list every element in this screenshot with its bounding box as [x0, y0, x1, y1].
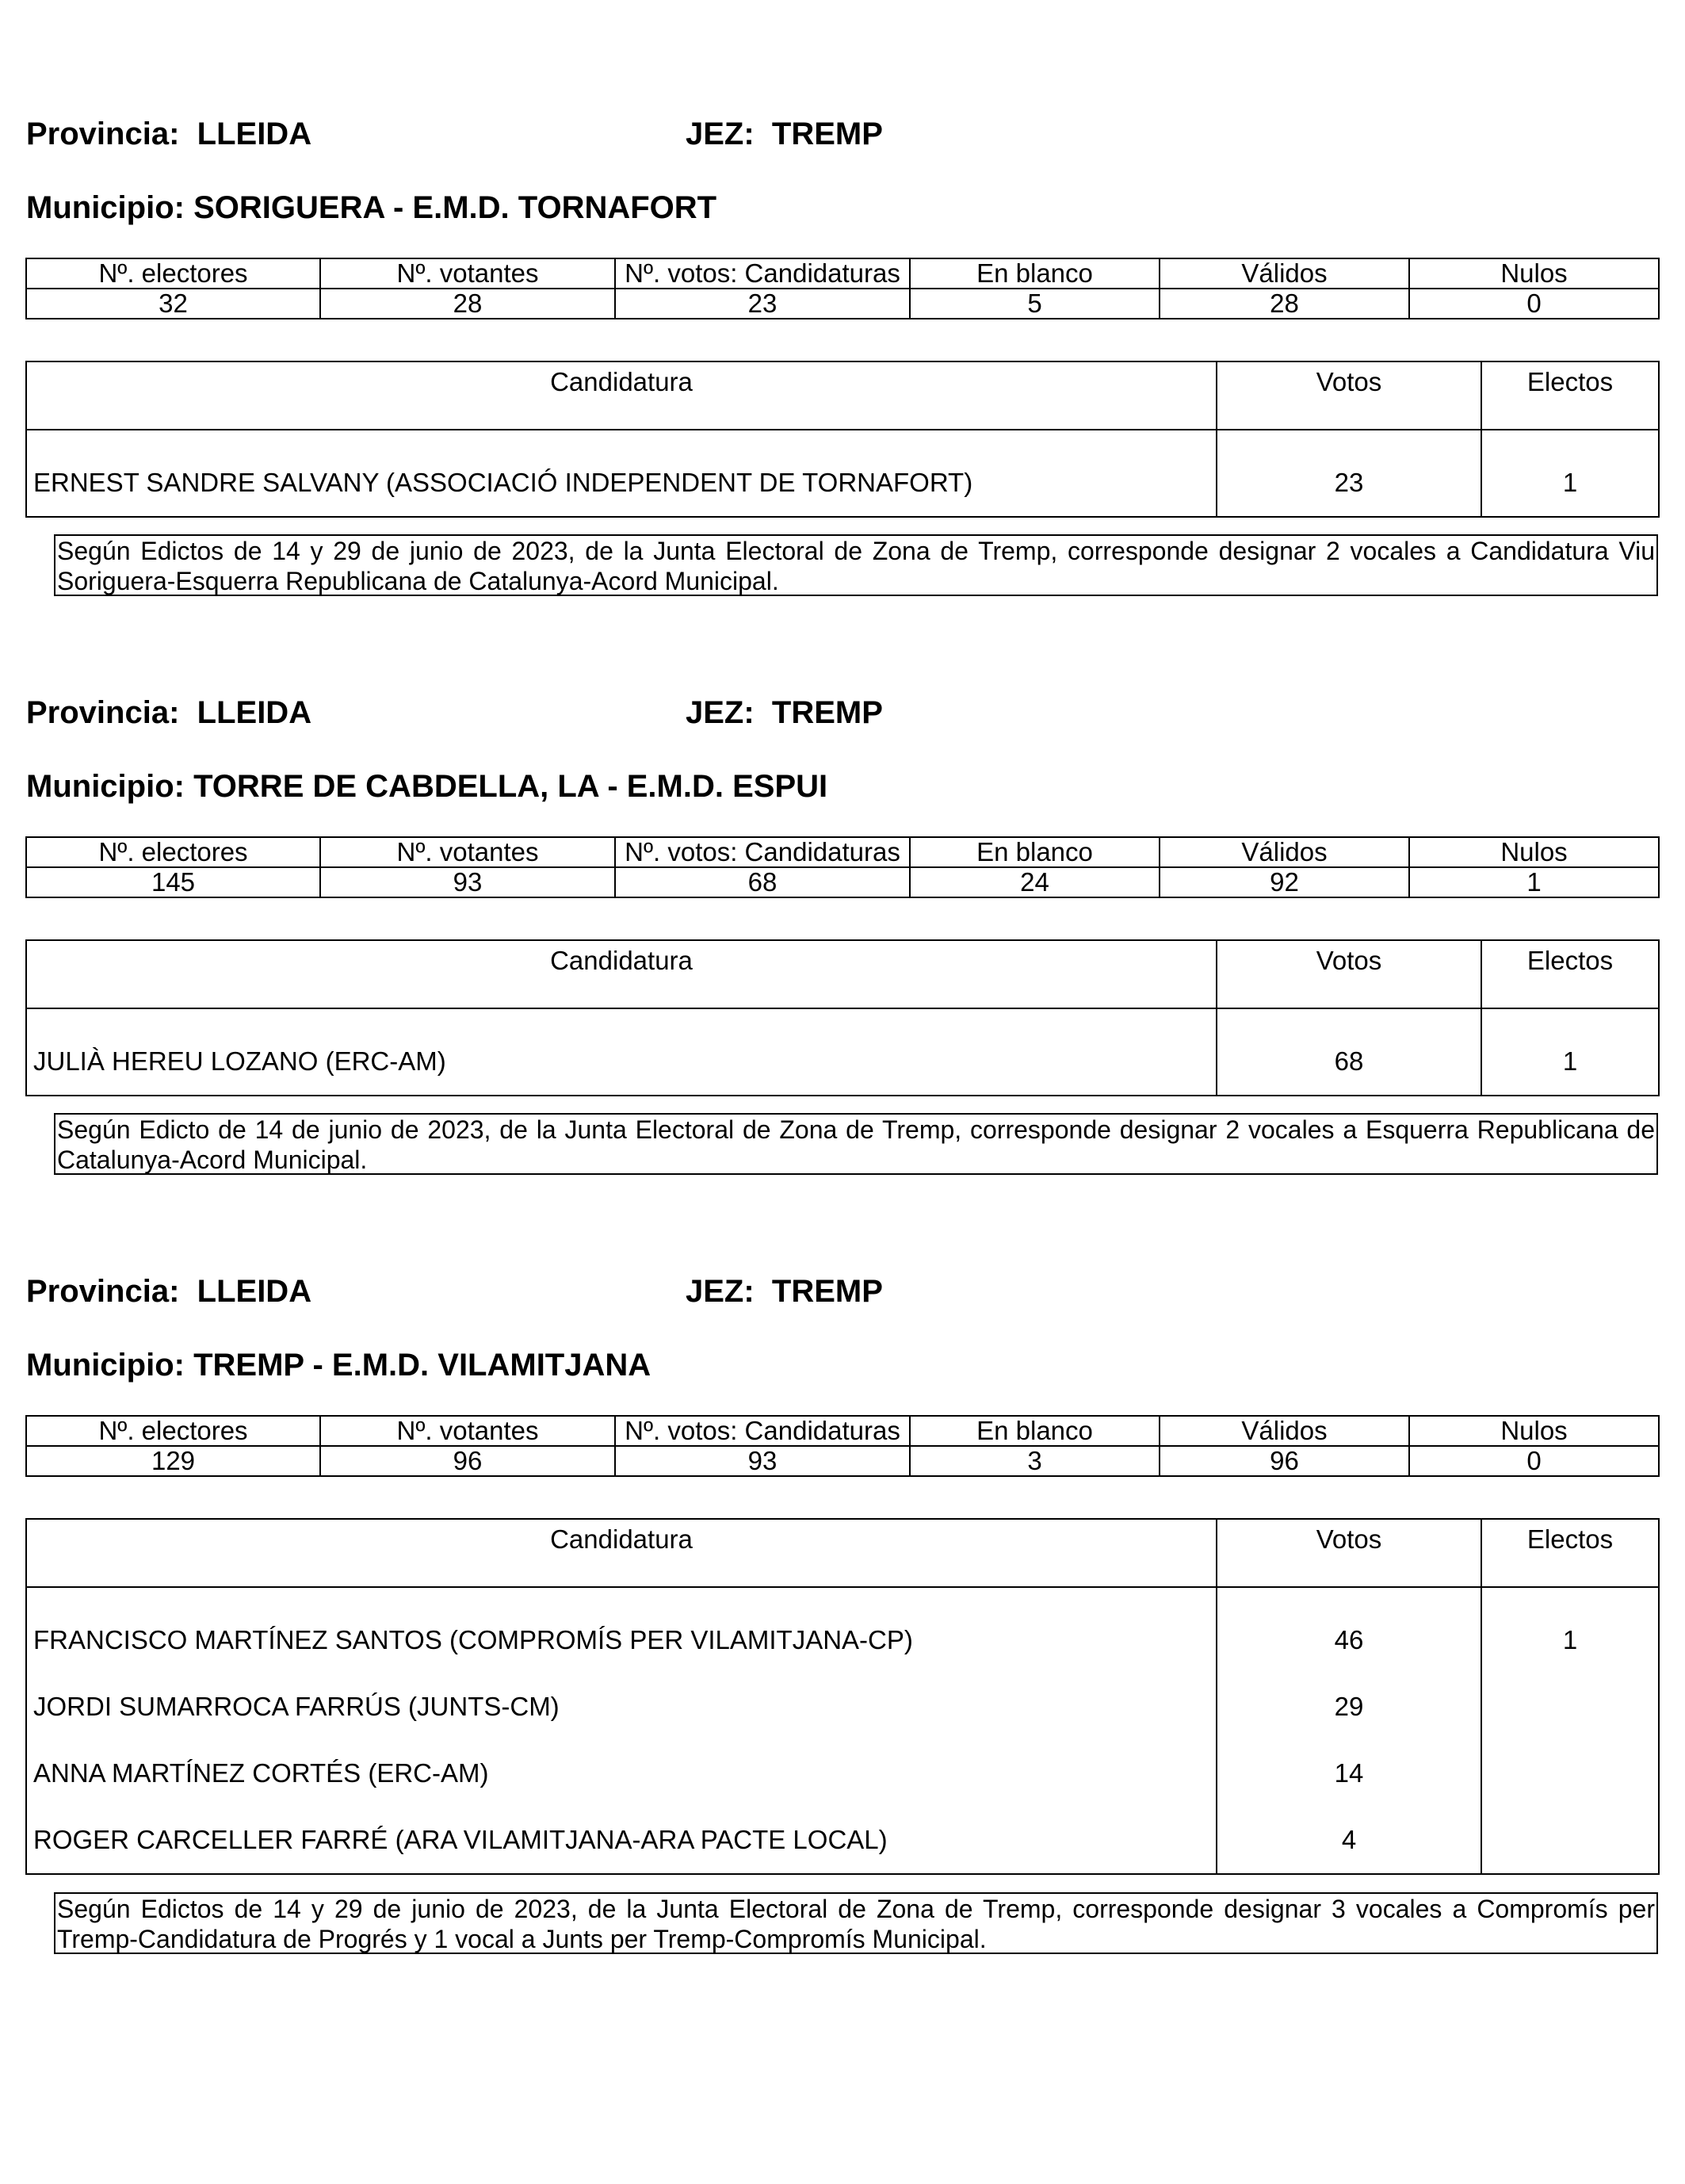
stats-value-cell: 1 — [1409, 867, 1659, 897]
candidate-row — [26, 1008, 1659, 1096]
candidate-votos: 14 — [1217, 1740, 1481, 1807]
candidate-row — [26, 1807, 1659, 1874]
candidate-electos: 1 — [1481, 430, 1659, 517]
stats-value-cell: 0 — [1409, 1446, 1659, 1476]
stats-value-cell: 24 — [910, 867, 1160, 897]
stats-value-cell: 5 — [910, 289, 1160, 319]
candidate-votos: 23 — [1217, 430, 1481, 517]
stats-header-cell: Nº. votantes — [320, 258, 615, 289]
jez-heading: JEZ: TREMP — [686, 1274, 883, 1309]
stats-header-cell: Nº. electores — [26, 1416, 320, 1446]
municipio-heading: Municipio: TORRE DE CABDELLA, LA - E.M.D. ESPUI — [26, 769, 828, 804]
jez-heading: JEZ: TREMP — [686, 117, 883, 151]
candidate-name: ROGER CARCELLER FARRÉ (ARA VILAMITJANA-ARA PACTE LOCAL) — [26, 1807, 1217, 1874]
candidate-name: FRANCISCO MARTÍNEZ SANTOS (COMPROMÍS PER VILAMITJANA-CP) — [26, 1587, 1217, 1673]
candidate-votos: 46 — [1217, 1587, 1481, 1673]
stats-header-cell: En blanco — [910, 1416, 1160, 1446]
candidate-electos — [1481, 1673, 1659, 1740]
votos-header: Votos — [1217, 1519, 1481, 1587]
candidate-name: ERNEST SANDRE SALVANY (ASSOCIACIÓ INDEPENDENT DE TORNAFORT) — [26, 430, 1217, 517]
candidate-name: JULIÀ HEREU LOZANO (ERC-AM) — [26, 1008, 1217, 1096]
stats-value-cell: 28 — [1160, 289, 1409, 319]
stats-header-cell: En blanco — [910, 837, 1160, 867]
candidate-votos: 4 — [1217, 1807, 1481, 1874]
stats-value-cell: 0 — [1409, 289, 1659, 319]
candidates-table — [25, 361, 1660, 518]
stats-value-cell: 28 — [320, 289, 615, 319]
stats-value-cell: 96 — [320, 1446, 615, 1476]
candidates-header-row — [26, 940, 1659, 1008]
election-section-espui — [0, 579, 1685, 1174]
stats-header-row — [26, 837, 1659, 867]
stats-header-cell: Nº. votos: Candidaturas — [615, 1416, 910, 1446]
edicto-note: Según Edictos de 14 y 29 de junio de 2023, de la Junta Electoral de Zona de Tremp, corresponde designar 2 vocales a Candidatura Viu Soriguera-Esquerra Republicana de Catalunya-Acord Municipal. — [54, 534, 1658, 596]
stats-value-row — [26, 1446, 1659, 1476]
municipio-heading: Municipio: TREMP - E.M.D. VILAMITJANA — [26, 1348, 651, 1383]
candidatura-header: Candidatura — [26, 940, 1217, 1008]
jez-heading: JEZ: TREMP — [686, 695, 883, 730]
electos-header: Electos — [1481, 1519, 1659, 1587]
stats-header-cell: Nº. votos: Candidaturas — [615, 837, 910, 867]
stats-header-cell: Nulos — [1409, 837, 1659, 867]
stats-header-cell: Nulos — [1409, 258, 1659, 289]
candidate-votos: 29 — [1217, 1673, 1481, 1740]
candidates-table — [25, 1518, 1660, 1875]
candidates-table — [25, 939, 1660, 1096]
stats-value-cell: 93 — [615, 1446, 910, 1476]
stats-value-row — [26, 289, 1659, 319]
stats-value-cell: 96 — [1160, 1446, 1409, 1476]
candidatura-header: Candidatura — [26, 361, 1217, 430]
stats-value-cell: 32 — [26, 289, 320, 319]
candidatura-header: Candidatura — [26, 1519, 1217, 1587]
stats-value-row — [26, 867, 1659, 897]
provincia-heading: Provincia: LLEIDA — [26, 695, 312, 730]
stats-header-row — [26, 1416, 1659, 1446]
stats-header-cell: Nº. votos: Candidaturas — [615, 258, 910, 289]
stats-header-cell: Válidos — [1160, 837, 1409, 867]
stats-value-cell: 68 — [615, 867, 910, 897]
candidate-row — [26, 1587, 1659, 1673]
stats-header-cell: Nº. votantes — [320, 837, 615, 867]
candidate-row — [26, 430, 1659, 517]
candidate-electos: 1 — [1481, 1008, 1659, 1096]
edicto-note: Según Edictos de 14 y 29 de junio de 2023, de la Junta Electoral de Zona de Tremp, corresponde designar 3 vocales a Compromís per Tremp-Candidatura de Progrés y 1 vocal a Junts per Tremp-Compromís Municipal. — [54, 1892, 1658, 1954]
edicto-note: Según Edicto de 14 de junio de 2023, de la Junta Electoral de Zona de Tremp, corresponde designar 2 vocales a Esquerra Republicana de Catalunya-Acord Municipal. — [54, 1113, 1658, 1175]
candidate-electos — [1481, 1740, 1659, 1807]
election-section-vilamitjana — [0, 1157, 1685, 1953]
votos-header: Votos — [1217, 940, 1481, 1008]
stats-header-cell: En blanco — [910, 258, 1160, 289]
stats-header-cell: Nº. electores — [26, 258, 320, 289]
stats-value-cell: 145 — [26, 867, 320, 897]
stats-header-cell: Nº. electores — [26, 837, 320, 867]
stats-value-cell: 93 — [320, 867, 615, 897]
candidates-header-row — [26, 361, 1659, 430]
candidate-electos — [1481, 1807, 1659, 1874]
candidate-row — [26, 1740, 1659, 1807]
provincia-heading: Provincia: LLEIDA — [26, 117, 312, 151]
stats-table — [25, 836, 1660, 898]
candidates-header-row — [26, 1519, 1659, 1587]
stats-header-cell: Válidos — [1160, 258, 1409, 289]
votos-header: Votos — [1217, 361, 1481, 430]
electos-header: Electos — [1481, 361, 1659, 430]
candidate-name: ANNA MARTÍNEZ CORTÉS (ERC-AM) — [26, 1740, 1217, 1807]
stats-value-cell: 23 — [615, 289, 910, 319]
electos-header: Electos — [1481, 940, 1659, 1008]
candidate-name: JORDI SUMARROCA FARRÚS (JUNTS-CM) — [26, 1673, 1217, 1740]
election-section-soriguera — [0, 0, 1685, 595]
provincia-heading: Provincia: LLEIDA — [26, 1274, 312, 1309]
stats-table — [25, 1415, 1660, 1477]
stats-header-cell: Nº. votantes — [320, 1416, 615, 1446]
stats-header-cell: Válidos — [1160, 1416, 1409, 1446]
stats-value-cell: 129 — [26, 1446, 320, 1476]
stats-table — [25, 258, 1660, 319]
stats-header-row — [26, 258, 1659, 289]
stats-value-cell: 3 — [910, 1446, 1160, 1476]
stats-value-cell: 92 — [1160, 867, 1409, 897]
municipio-heading: Municipio: SORIGUERA - E.M.D. TORNAFORT — [26, 190, 717, 225]
stats-header-cell: Nulos — [1409, 1416, 1659, 1446]
candidate-votos: 68 — [1217, 1008, 1481, 1096]
candidate-electos: 1 — [1481, 1587, 1659, 1673]
candidate-row — [26, 1673, 1659, 1740]
